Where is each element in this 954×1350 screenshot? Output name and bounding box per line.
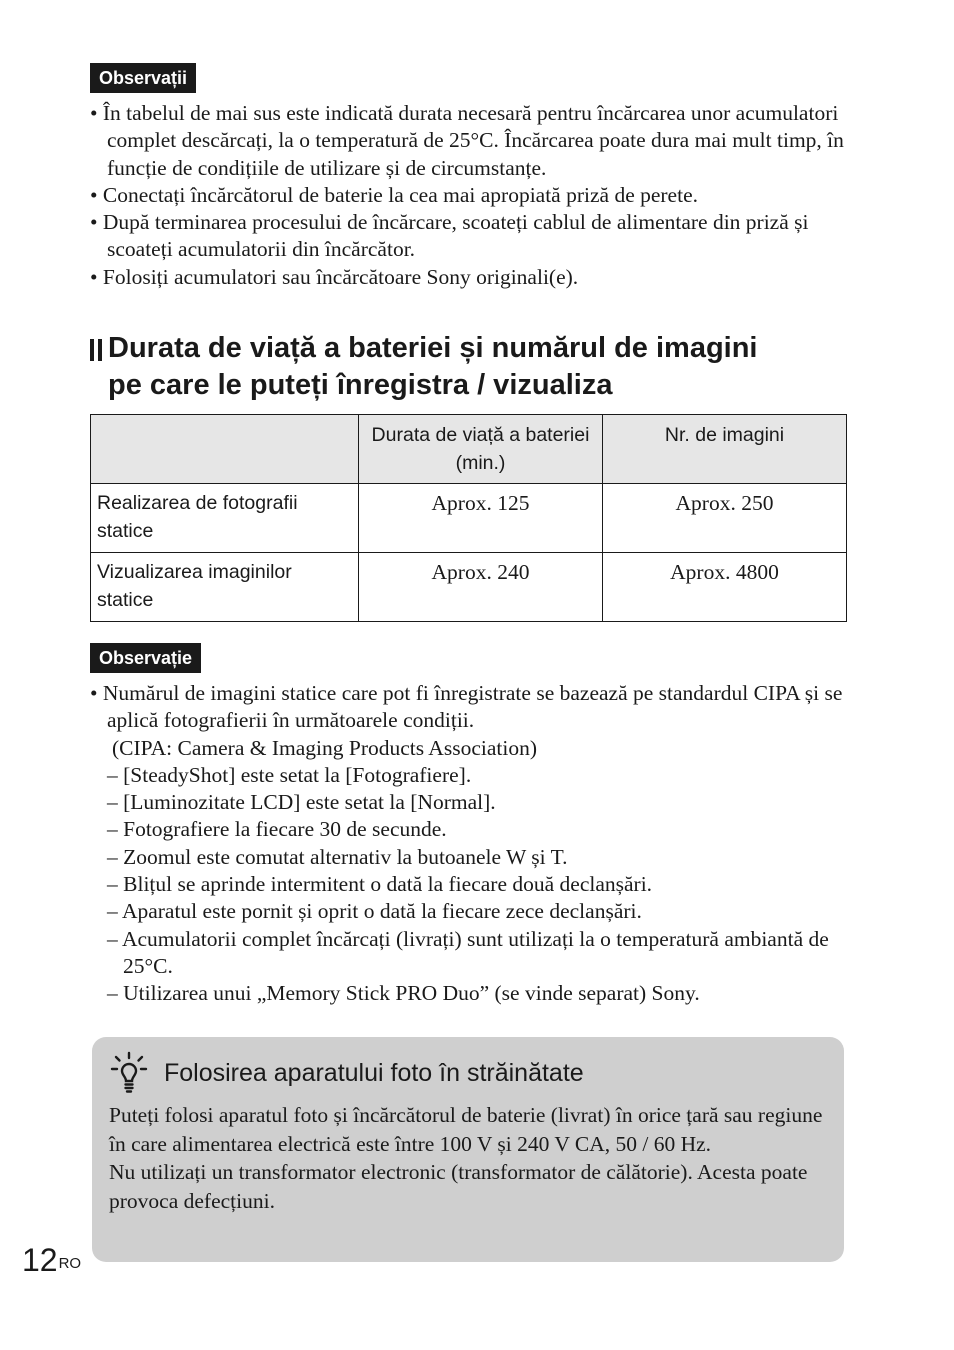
note-list — [90, 680, 850, 1008]
table-cell: Vizualizarea imaginilor statice — [91, 553, 359, 622]
section-heading — [90, 330, 850, 404]
table-header: Durata de viață a bateriei (min.) — [359, 415, 603, 484]
note-label: Observație — [90, 643, 201, 673]
list-item: – Blițul se aprinde intermitent o dată la fiecare două declanșări. — [107, 872, 653, 897]
tip-paragraph: Nu utilizați un transformator electronic (transformator de călătorie). Acesta poate provoca defecțiuni. — [109, 1160, 808, 1214]
notes-list — [90, 100, 850, 291]
table-cell: Aprox. 240 — [359, 553, 603, 622]
page-language: RO — [58, 1255, 82, 1272]
lightbulb-icon — [110, 1051, 148, 1093]
list-item: • După terminarea procesului de încărcare, scoateți cablul de alimentare din priză și scoateți acumulatorii din încărcător. — [90, 210, 809, 262]
tip-box — [92, 1037, 844, 1262]
tip-paragraph: Puteți folosi aparatul foto și încărcătorul de baterie (livrat) în orice țară sau regiune în care alimentarea electrică este între 100 V și 240 V CA, 50 / 60 Hz. — [109, 1103, 823, 1156]
notes-label: Observații — [90, 63, 196, 93]
section-marker-icon — [90, 339, 102, 361]
battery-life-table — [90, 414, 847, 622]
list-item: – Aparatul este pornit și oprit o dată la fiecare zece declanșări. — [107, 899, 642, 924]
table-header-row — [91, 415, 847, 484]
list-item: • Numărul de imagini statice care pot fi înregistrate se bazează pe standardul CIPA și se aplică fotografierii în următoarele condiții. — [90, 681, 843, 733]
tip-body — [109, 1101, 834, 1216]
tip-title: Folosirea aparatului foto în străinătate — [164, 1059, 584, 1087]
page-number — [22, 1240, 81, 1280]
table-cell: Aprox. 125 — [359, 484, 603, 553]
table-header — [91, 415, 359, 484]
list-item: – [SteadyShot] este setat la [Fotografiere]. — [107, 762, 472, 787]
list-item: – Utilizarea unui „Memory Stick PRO Duo” (se vinde separat) Sony. — [107, 981, 700, 1006]
list-item: – Acumulatorii complet încărcați (livrați) sunt utilizați la o temperatură ambiantă de 25°C. — [107, 926, 829, 978]
table-row — [91, 553, 847, 622]
list-item: • În tabelul de mai sus este indicată durata necesară pentru încărcarea unor acumulatori complet descărcați, la o temperatură de 25°C. Încărcarea poate dura mai mult timp, în funcție de condițiile de utilizare și de circumstanțe. — [90, 101, 844, 180]
list-item: – Fotografiere la fiecare 30 de secunde. — [107, 817, 447, 842]
heading-line-2: pe care le puteți înregistra / vizualiza — [108, 369, 613, 401]
table-cell: Aprox. 4800 — [603, 553, 847, 622]
page-number-value: 12 — [22, 1242, 58, 1278]
list-item: • Conectați încărcătorul de baterie la cea mai apropiată priză de perete. — [90, 182, 698, 207]
list-item: – Zoomul este comutat alternativ la butoanele W și T. — [107, 844, 568, 869]
list-item: (CIPA: Camera & Imaging Products Association) — [112, 735, 537, 760]
table-header: Nr. de imagini — [603, 415, 847, 484]
list-item: – [Luminozitate LCD] este setat la [Normal]. — [107, 790, 496, 815]
heading-line-1: Durata de viață a bateriei și numărul de imagini — [108, 332, 758, 364]
table-row — [91, 484, 847, 553]
table-cell: Aprox. 250 — [603, 484, 847, 553]
list-item: • Folosiți acumulatori sau încărcătoare Sony originali(e). — [90, 264, 579, 289]
table-cell: Realizarea de fotografii statice — [91, 484, 359, 553]
